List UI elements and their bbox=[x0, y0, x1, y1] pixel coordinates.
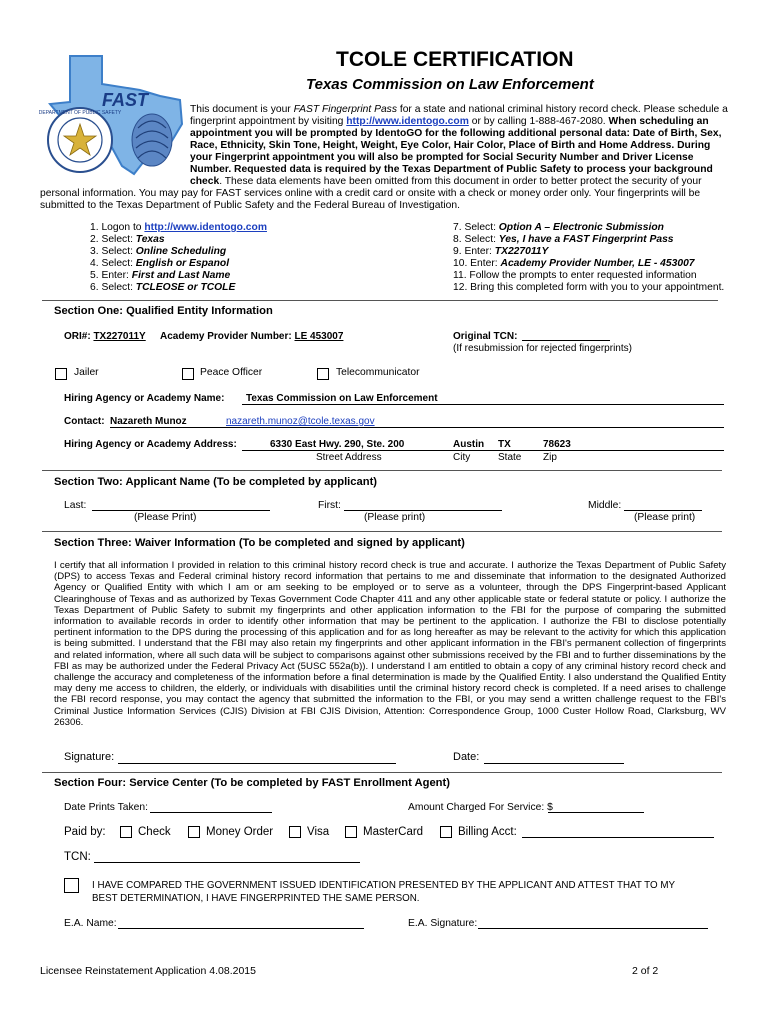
step-7: 7. Select: Option A – Electronic Submission bbox=[453, 222, 664, 233]
mastercard-checkbox[interactable] bbox=[345, 826, 357, 838]
middle-name-label: Middle: bbox=[588, 500, 622, 511]
telecommunicator-label: Telecommunicator bbox=[336, 367, 420, 378]
section-four-title: Section Four: Service Center (To be completed by FAST Enrollment Agent) bbox=[54, 777, 450, 789]
step-4: 4. Select: English or Espanol bbox=[90, 258, 230, 269]
ea-signature-label: E.A. Signature: bbox=[408, 918, 478, 929]
intro-line-6: Number. Requested data is required by the Texas Department of Public Safety to process your background bbox=[190, 164, 713, 175]
hiring-agency-value[interactable]: Texas Commission on Law Enforcement bbox=[246, 393, 438, 404]
address-street[interactable]: 6330 East Hwy. 290, Ste. 200 bbox=[270, 439, 405, 450]
intro-line-4: Race, Ethnicity, Skin Tone, Height, Weight, Eye Color, Hair Color, Place of Birth and Home Address. During bbox=[190, 140, 711, 151]
middle-name-caption: (Please print) bbox=[634, 512, 696, 523]
address-city[interactable]: Austin bbox=[453, 439, 485, 450]
hiring-agency-label: Hiring Agency or Academy Name: bbox=[64, 393, 225, 404]
section-two-title: Section Two: Applicant Name (To be completed by applicant) bbox=[54, 476, 378, 488]
original-tcn-input[interactable] bbox=[522, 340, 610, 341]
agency-address-label: Hiring Agency or Academy Address: bbox=[64, 439, 237, 450]
intro-line-5: your Fingerprint appointment you will also be prompted for Social Security Number and Driver License bbox=[190, 152, 694, 163]
waiver-text: I certify that all information I provided in relation to this criminal history record check is true and accurate. I authorize the Texas Department of Public Safety (DPS) to access Texas and Federal criminal history record information that pertains to me and disseminate that information to the designated Authorized Agency or Qualified Entity with which I am or am seeking to be employed or to serve as a volunteer, through the DPS Fingerprint-based Applicant Clearinghouse of Texas and as authorized by Texas Government Code Chapter 411 and any other applicable state or federal statute or policy. I authorize the Texas Department of Public Safety to submit my fingerprints and other application information to the FBI for the purpose of comparing the submitted information to available records in order to identify other information that may be pertinent to the application. I authorize the FBI to disclose potentially pertinent information to the DPS during the processing of this application and for as long hereafter as may be relevant to the activity for which this application is being submitted. I understand that the FBI may also retain my fingerprints and other applicant information in the FBI's permanent collection of fingerprints and related information, where all such data will be subject to comparisons against other submissions received by the FBI and to further disseminations by the FBI as may be authorized under the Federal Privacy Act (5USC 552a(b)). I understand I am entitled to obtain a copy of any criminal history record check and challenge the accuracy and completeness of the information before a final determination is made by the Qualified Entity. I also understand the Qualified Entity may deny me access to children, the elderly, or individuals with disabilities until the criminal history record check is completed. If a need arises to challenge the FBI record response, you may contact the agency that submitted the information to the FBI, or you may send a written challenge request to the FBI's Criminal Justice Information Services (CJIS) Division at FBI CJIS Division, Attention: Correspondence Group, 1000 Custer Hollow Road, Clarksburg, WV 26306. bbox=[54, 560, 726, 728]
intro-line-8: personal information. You may pay for FAST services online with a credit card or onsite with a check or money order only. Your fingerprints will be bbox=[40, 188, 701, 199]
intro-line-2: fingerprint appointment by visiting http://www.identogo.com or by calling 1-888-467-2080. When scheduling an bbox=[190, 116, 709, 127]
check-checkbox[interactable] bbox=[120, 826, 132, 838]
caption-state: State bbox=[498, 452, 522, 463]
fast-logo bbox=[30, 44, 190, 184]
jailer-label: Jailer bbox=[74, 367, 99, 378]
divider bbox=[42, 470, 722, 471]
svg-text:DEPARTMENT OF PUBLIC SAFETY: DEPARTMENT OF PUBLIC SAFETY bbox=[38, 110, 122, 116]
signature-label: Signature: bbox=[64, 751, 115, 763]
peace-officer-label: Peace Officer bbox=[200, 367, 263, 378]
academy-provider-value: LE 453007 bbox=[294, 331, 344, 342]
money-order-label: Money Order bbox=[206, 826, 274, 838]
divider bbox=[42, 300, 718, 301]
date-prints-input[interactable] bbox=[150, 812, 272, 813]
attest-line-2: BEST DETERMINATION, I HAVE FINGERPRINTED THE SAME PERSON. bbox=[92, 893, 420, 904]
money-order-checkbox[interactable] bbox=[188, 826, 200, 838]
contact-line bbox=[110, 427, 724, 428]
check-label: Check bbox=[138, 826, 171, 838]
page-subtitle: Texas Commission on Law Enforcement bbox=[306, 76, 594, 93]
intro-line-7: check. These data elements have been omitted from this document in order to better protect the security of your bbox=[190, 176, 702, 187]
divider bbox=[42, 772, 722, 773]
step-12: 12. Bring this completed form with you to your appointment. bbox=[453, 282, 725, 293]
ea-name-input[interactable] bbox=[118, 928, 364, 929]
footer-page-number: 2 of 2 bbox=[632, 965, 659, 977]
signature-input[interactable] bbox=[118, 763, 396, 764]
last-name-caption: (Please Print) bbox=[134, 512, 197, 523]
step-9: 9. Enter: TX227011Y bbox=[453, 246, 549, 257]
date-prints-label: Date Prints Taken: bbox=[64, 802, 148, 813]
amount-charged-label: Amount Charged For Service: $ bbox=[408, 802, 553, 813]
fast-logo-text: FAST bbox=[102, 90, 149, 110]
billing-acct-label: Billing Acct: bbox=[458, 826, 517, 838]
hiring-agency-line bbox=[242, 404, 724, 405]
dps-seal-icon bbox=[38, 106, 122, 174]
middle-name-input[interactable] bbox=[624, 510, 702, 511]
address-line bbox=[242, 450, 724, 451]
step-2: 2. Select: Texas bbox=[90, 234, 165, 245]
first-name-input[interactable] bbox=[344, 510, 502, 511]
billing-acct-input[interactable] bbox=[522, 837, 714, 838]
attest-checkbox[interactable] bbox=[64, 878, 79, 893]
original-tcn-note: (If resubmission for rejected fingerprints) bbox=[453, 343, 632, 354]
intro-line-3: appointment you will be prompted by IdentoGO for the following additional personal data: Date of Birth, Sex, bbox=[190, 128, 722, 139]
date-label: Date: bbox=[453, 751, 480, 763]
address-zip[interactable]: 78623 bbox=[543, 439, 571, 450]
visa-label: Visa bbox=[307, 826, 330, 838]
ea-name-label: E.A. Name: bbox=[64, 918, 117, 929]
page-title: TCOLE CERTIFICATION bbox=[336, 48, 574, 71]
first-name-caption: (Please print) bbox=[364, 512, 426, 523]
intro-line-9: submitted to the Texas Department of Public Safety and the Federal Bureau of Investigation. bbox=[40, 200, 460, 211]
last-name-label: Last: bbox=[64, 500, 87, 511]
step-8: 8. Select: Yes, I have a FAST Fingerprint Pass bbox=[453, 234, 674, 245]
ea-signature-input[interactable] bbox=[478, 928, 708, 929]
ori-value: TX227011Y bbox=[93, 331, 146, 342]
caption-street: Street Address bbox=[316, 452, 382, 463]
academy-provider-field: Academy Provider Number: LE 453007 bbox=[160, 331, 344, 342]
ori-field: ORI#: TX227011Y bbox=[64, 331, 146, 342]
step-3: 3. Select: Online Scheduling bbox=[90, 246, 227, 257]
amount-charged-input[interactable] bbox=[548, 812, 644, 813]
jailer-checkbox[interactable] bbox=[55, 368, 67, 380]
intro-line-1: This document is your FAST Fingerprint Pass for a state and national criminal history record check. Please schedule a bbox=[190, 104, 728, 115]
section-three-title: Section Three: Waiver Information (To be completed and signed by applicant) bbox=[54, 537, 465, 549]
contact-label: Contact: bbox=[64, 416, 105, 427]
step-5: 5. Enter: First and Last Name bbox=[90, 270, 231, 281]
identogo-link[interactable]: http://www.identogo.com bbox=[346, 116, 469, 127]
first-name-label: First: bbox=[318, 500, 341, 511]
step-6: 6. Select: TCLEOSE or TCOLE bbox=[90, 282, 236, 293]
original-tcn-label: Original TCN: bbox=[453, 331, 518, 342]
tcn-input[interactable] bbox=[94, 862, 360, 863]
contact-email-link[interactable]: nazareth.munoz@tcole.texas.gov bbox=[226, 416, 375, 427]
footer-doc-id: Licensee Reinstatement Application 4.08.2015 bbox=[40, 965, 256, 977]
steps-left bbox=[90, 222, 267, 294]
contact-name[interactable]: Nazareth Munoz bbox=[110, 416, 187, 427]
paid-by-label: Paid by: bbox=[64, 826, 106, 838]
step-1-link[interactable]: http://www.identogo.com bbox=[144, 222, 267, 233]
caption-zip: Zip bbox=[543, 452, 557, 463]
visa-checkbox[interactable] bbox=[289, 826, 301, 838]
last-name-input[interactable] bbox=[92, 510, 270, 511]
step-11: 11. Follow the prompts to enter requested information bbox=[453, 270, 697, 281]
peace-officer-checkbox[interactable] bbox=[182, 368, 194, 380]
tcn-label: TCN: bbox=[64, 851, 91, 863]
section-one-title: Section One: Qualified Entity Information bbox=[54, 305, 273, 317]
telecommunicator-checkbox[interactable] bbox=[317, 368, 329, 380]
mastercard-label: MasterCard bbox=[363, 826, 424, 838]
caption-city: City bbox=[453, 452, 471, 463]
attest-line-1: I HAVE COMPARED THE GOVERNMENT ISSUED IDENTIFICATION PRESENTED BY THE APPLICANT AND ATTEST THAT TO MY bbox=[92, 880, 676, 891]
step-10: 10. Enter: Academy Provider Number, LE - 453007 bbox=[453, 258, 695, 269]
step-1: 1. Logon to http://www.identogo.com bbox=[90, 222, 267, 233]
billing-acct-checkbox[interactable] bbox=[440, 826, 452, 838]
steps-right bbox=[453, 222, 724, 294]
date-input[interactable] bbox=[484, 763, 624, 764]
address-state[interactable]: TX bbox=[498, 439, 511, 450]
divider bbox=[42, 531, 722, 532]
